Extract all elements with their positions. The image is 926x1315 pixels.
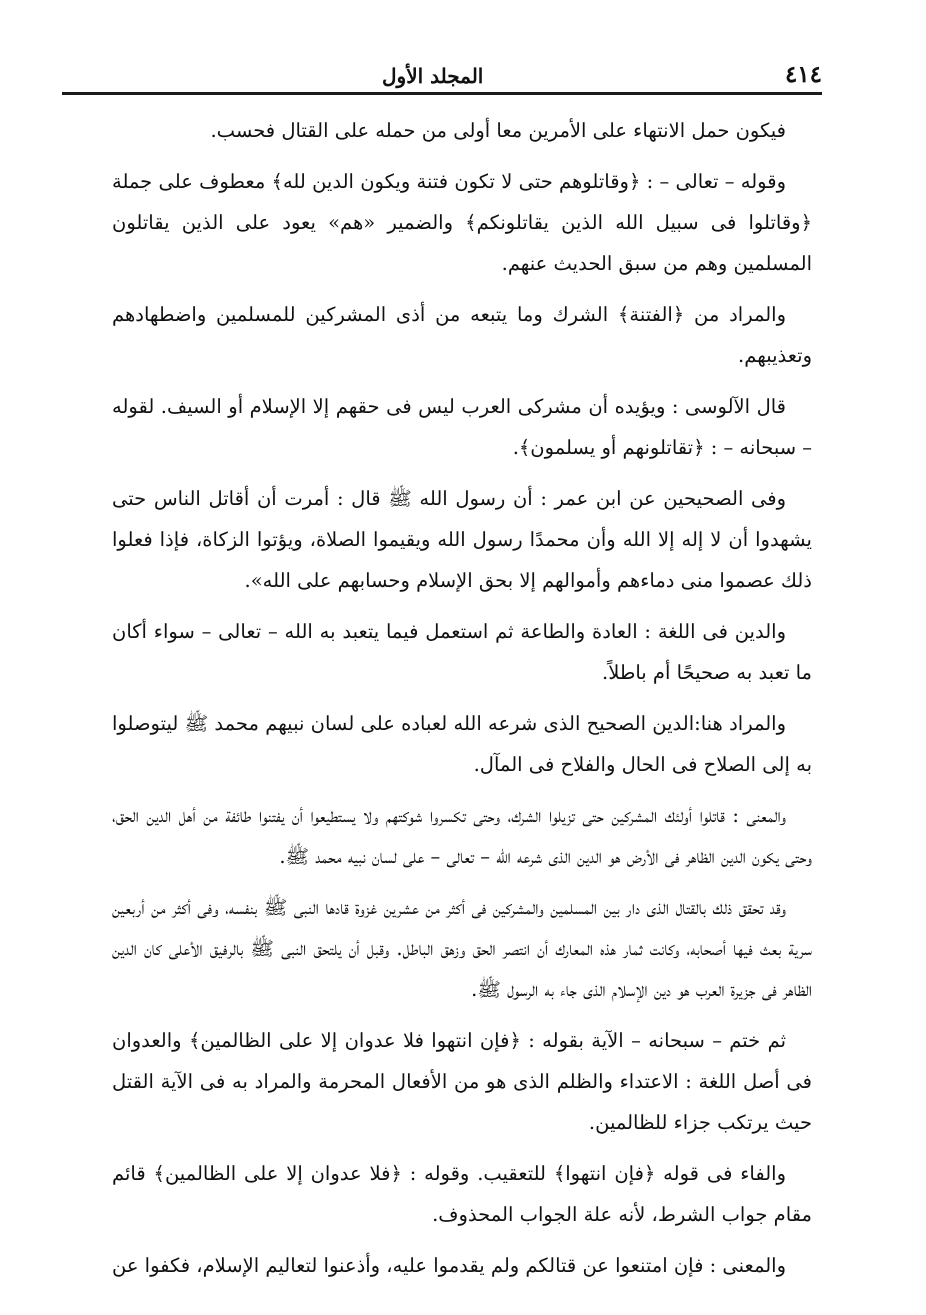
paragraph-6: والدين فى اللغة : العادة والطاعة ثم استعمل فيما يتعبد به الله – تعالى – سواء أكان ما تعبد به صحيحًا أم باطلاً.: [112, 620, 812, 684]
paragraph-9: وقد تحقق ذلك بالقتال الذى دار بين المسلمين والمشركين فى أكثر من عشرين غزوة قادها النبى ﷺ بنفسه، وفى أكثر من أربعين سرية بعث فيها أصحابه، وكانت ثمار هذه المعارك أن انتصر الحق وزهق الباطل. وقبل أن يلتحق النبى ﷺ بالرفيق الأعلى كان الدين الظاهر فى جزيرة العرب هو دين الإسلام الذى جاء به الرسول ﷺ.: [112, 896, 812, 1001]
page-header: [62, 54, 822, 88]
paragraph-12: والمعنى : فإن امتنعوا عن قتالكم ولم يقدموا عليه، وأذعنوا لتعاليم الإسلام، فكفوا عن: [111, 1254, 786, 1277]
paragraph-3: والمراد من ﴿الفتنة﴾ الشرك وما يتبعه من أذى المشركين للمسلمين واضطهادهم وتعذيبهم.: [112, 303, 812, 367]
paragraph-2: وقوله – تعالى – : ﴿وقاتلوهم حتى لا تكون فتنة ويكون الدين لله﴾ معطوف على جملة ﴿وقاتلوا فى سبيل الله الذين يقاتلونكم﴾ والضمير «هم» يعود على الذين يقاتلون المسلمين وهم من سبق الحديث عنهم.: [112, 170, 812, 275]
paragraph-11: والفاء فى قوله ﴿فإن انتهوا﴾ للتعقيب. وقوله : ﴿فلا عدوان إلا على الظالمين﴾ قائم مقام جواب الشرط، لأنه علة الجواب المحذوف.: [112, 1162, 812, 1226]
paragraph-8: والمعنى : قاتلوا أولئك المشركين حتى تزيلوا الشرك، وحتى تكسروا شوكتهم ولا يستطيعوا أن يفتنوا طائفة من أهل الدين الحق، وحتى يكون الدين الظاهر فى الأرض هو الدين الذى شرعه الله – تعالى – على لسان نبيه محمد ﷺ.: [112, 804, 812, 868]
paragraph-1: فيكون حمل الانتهاء على الأمرين معا أولى من حمله على القتال فحسب.: [210, 119, 786, 142]
paragraph-7: والمراد هنا:الدين الصحيح الذى شرعه الله لعباده على لسان نبيهم محمد ﷺ ليتوصلوا به إلى الصلاح فى الحال والفلاح فى المآل.: [112, 712, 812, 776]
header-rule: [62, 92, 822, 95]
paragraph-10: ثم ختم – سبحانه – الآية بقوله : ﴿فإن انتهوا فلا عدوان إلا على الظالمين﴾ والعدوان فى أصل اللغة : الاعتداء والظلم الذى هو من الأفعال المحرمة والمراد به فى الآية القتل حيث يرتكب جزاء للظالمين.: [112, 1029, 812, 1134]
running-title: المجلد الأول: [382, 64, 484, 88]
body-text: [112, 110, 812, 1296]
paragraph-5: وفى الصحيحين عن ابن عمر : أن رسول الله ﷺ قال : أمرت أن أقاتل الناس حتى يشهدوا أن لا إله إلا الله وأن محمدًا رسول الله ويقيموا الصلاة، ويؤتوا الزكاة، فإذا فعلوا ذلك عصموا منى دماءهم وأموالهم إلا بحق الإسلام وحسابهم على الله».: [112, 487, 812, 592]
page-number: ٤١٤: [784, 61, 822, 88]
paragraph-4: قال الآلوسى : ويؤيده أن مشركى العرب ليس فى حقهم إلا الإسلام أو السيف. لقوله – سبحانه – : ﴿تقاتلونهم أو يسلمون﴾.: [112, 395, 812, 459]
